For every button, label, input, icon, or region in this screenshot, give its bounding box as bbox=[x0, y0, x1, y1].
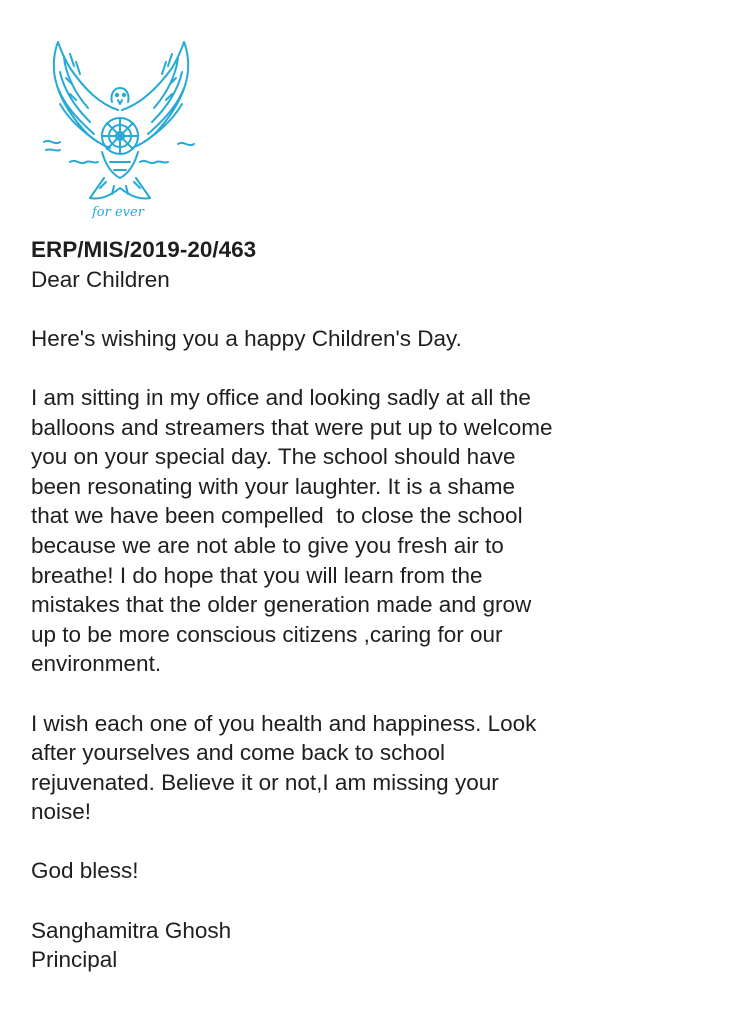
paragraph-line: mistakes that the older generation made and grow bbox=[31, 592, 532, 618]
paragraph-line: rejuvenated. Believe it or not,I am missing your bbox=[31, 769, 499, 795]
blessing: God bless! bbox=[31, 858, 139, 884]
paragraph-line: I am sitting in my office and looking sadly at all the bbox=[31, 384, 531, 410]
dove-emblem-logo bbox=[30, 38, 210, 230]
paragraph-line: I wish each one of you health and happiness. Look bbox=[31, 710, 537, 736]
paragraph-line: been resonating with your laughter. It is a shame bbox=[31, 473, 516, 499]
paragraph-line: because we are not able to give you fresh air to bbox=[31, 532, 504, 558]
dove-emblem-icon bbox=[30, 38, 210, 230]
paragraph-line: you on your special day. The school should have bbox=[31, 444, 516, 470]
letter-body bbox=[31, 235, 701, 975]
paragraph-line: environment. bbox=[31, 651, 162, 677]
paragraph-line: balloons and streamers that were put up to welcome bbox=[31, 414, 553, 440]
greeting-line: Here's wishing you a happy Children's Day. bbox=[31, 325, 462, 351]
paragraph-line: that we have been compelled to close the school bbox=[31, 503, 523, 529]
paragraph-line: noise! bbox=[31, 799, 92, 825]
logo-motto: for ever bbox=[92, 205, 144, 220]
reference-number: ERP/MIS/2019-20/463 bbox=[31, 237, 257, 262]
paragraph-two bbox=[31, 709, 701, 827]
signature-name: Sanghamitra Ghosh bbox=[31, 917, 232, 943]
paragraph-line: breathe! I do hope that you will learn from the bbox=[31, 562, 483, 588]
paragraph-line: after yourselves and come back to school bbox=[31, 740, 445, 766]
paragraph-line: up to be more conscious citizens ,caring for our bbox=[31, 621, 503, 647]
signature-title: Principal bbox=[31, 947, 118, 973]
salutation: Dear Children bbox=[31, 266, 170, 292]
paragraph-one bbox=[31, 383, 701, 679]
